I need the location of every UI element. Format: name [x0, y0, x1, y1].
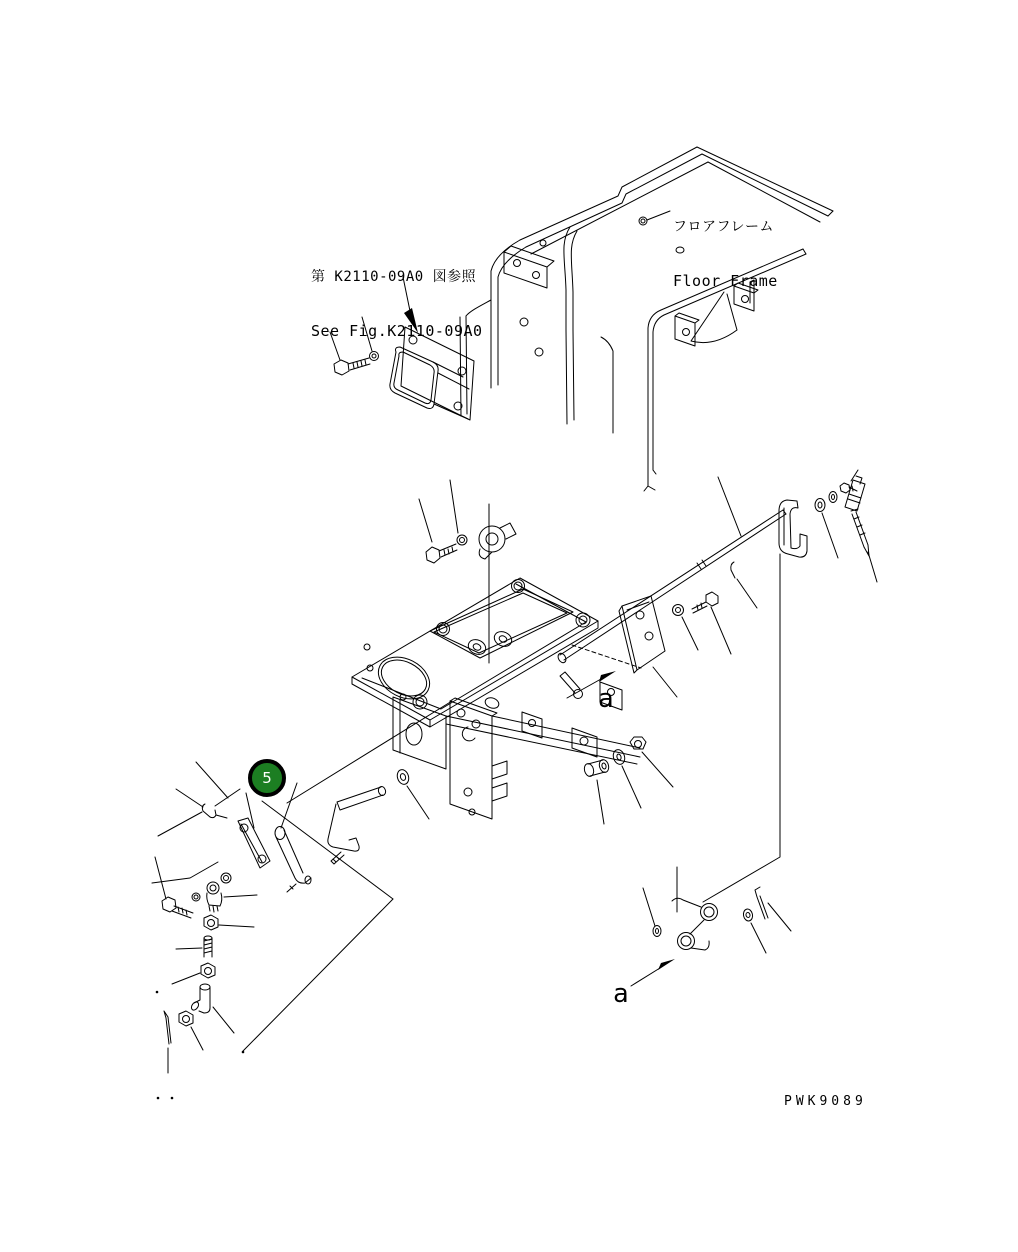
- view-a-upper-label: a: [598, 684, 614, 714]
- bushing-washer-nut-group: [583, 737, 673, 824]
- floor-frame-label-en: Floor Frame: [673, 272, 778, 290]
- see-fig-note-en: See Fig.K2110-09A0: [311, 322, 483, 340]
- part-balloon-5[interactable]: [248, 759, 286, 797]
- part-balloon-5-number: 5: [262, 769, 272, 787]
- see-fig-note-jp: 第 K2110-09A0 図参照: [311, 269, 477, 285]
- triangle-bracket-group: [619, 592, 731, 697]
- small-parts-column: [152, 789, 270, 1099]
- clevis-pin-group: [560, 672, 583, 699]
- view-a-lower-arrow: [631, 959, 675, 986]
- lever-shaft-assembly: [196, 762, 429, 892]
- see-fig-note: [311, 232, 483, 358]
- console-bracket-assembly: [393, 645, 641, 819]
- drawing-number: PWK9089: [784, 1094, 867, 1109]
- leader-lines: [243, 701, 452, 1051]
- torsion-spring-group: [643, 867, 791, 953]
- view-a-lower-label: a: [613, 979, 629, 1009]
- floor-frame-label: [673, 182, 778, 308]
- floor-frame-label-jp: フロアフレーム: [673, 219, 774, 235]
